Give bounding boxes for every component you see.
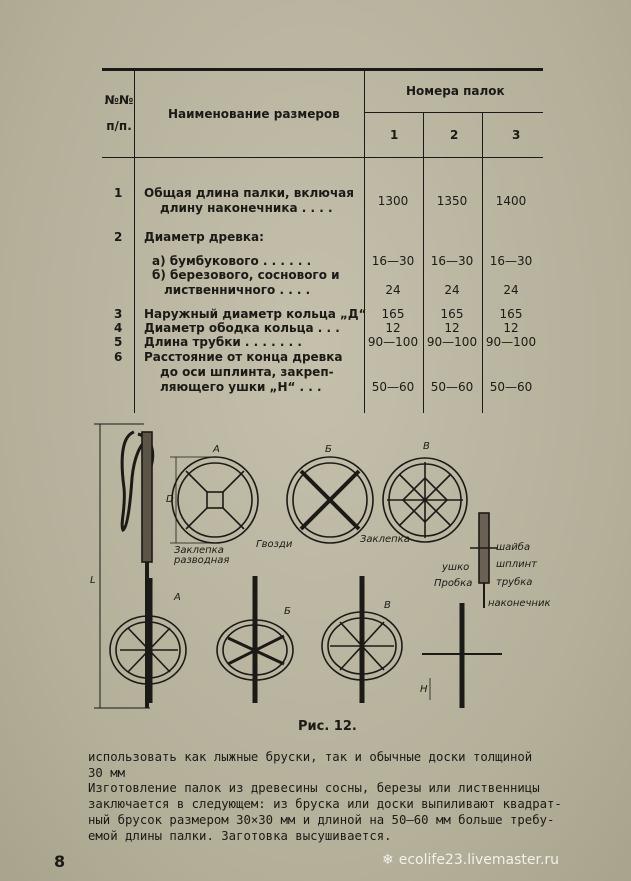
row-number: 2 (114, 230, 123, 244)
table-cell-value: 12 (444, 321, 460, 335)
body-text-line: заключается в следующем: из бруска или доски выпиливают квадрат- (88, 797, 562, 811)
label-b-bottom: Б (284, 606, 291, 617)
snowflake-icon: ❄ (382, 852, 394, 868)
row-number: 3 (114, 307, 123, 321)
label-nails: Гвозди (256, 539, 293, 550)
row-number: 5 (114, 335, 123, 349)
ski-pole-figure (90, 418, 570, 718)
table-group-rule (364, 112, 543, 113)
table-cell-value: 90—100 (485, 335, 537, 349)
pole-cross-section-drawing (422, 603, 502, 708)
watermark (382, 852, 559, 868)
body-text-line: использовать как лыжные бруски, так и обычные доски толщиной (88, 750, 533, 764)
row-label-line: Длина трубки . . . . . . . (144, 335, 302, 349)
row-label-line: до оси шплинта, закреп- (160, 365, 334, 379)
body-text-line: 30 мм (88, 766, 126, 780)
table-cell-value: 1400 (495, 194, 527, 208)
col-group-header: Номера палок (406, 84, 505, 98)
label-a-bottom: А (174, 592, 181, 603)
label-plug: Пробка (434, 578, 473, 589)
row-label-line: Диаметр ободка кольца . . . (144, 321, 340, 335)
table-top-rule (102, 68, 543, 71)
table-header-rule (102, 157, 543, 158)
label-d: D (166, 494, 174, 505)
col-num-header-line: №№ (104, 93, 134, 107)
table-cell-value: 90—100 (367, 335, 419, 349)
row-number: 6 (114, 350, 123, 364)
label-v-top: В (423, 441, 430, 452)
label-tube: трубка (496, 577, 533, 588)
table-cell-value: 1300 (377, 194, 409, 208)
row-label-line: б) березового, соснового и (152, 268, 340, 282)
label-l: L (90, 575, 96, 586)
table-cell-value: 16—30 (489, 254, 533, 268)
table-cell-value: 50—60 (371, 380, 415, 394)
table-cell-value: 16—30 (371, 254, 415, 268)
row-label-line: Наружный диаметр кольца „Д“ (144, 307, 367, 321)
label-a-top: А (213, 444, 220, 455)
table-cell-value: 165 (381, 307, 405, 321)
table-cell-value: 90—100 (426, 335, 478, 349)
table-cell-value: 50—60 (430, 380, 474, 394)
ring-b-top (287, 457, 373, 543)
row-label-line: Диаметр древка: (144, 230, 264, 244)
col-id-3: 3 (512, 128, 521, 142)
table-cell-value: 24 (503, 283, 519, 297)
row-number: 4 (114, 321, 123, 335)
table-cell-value: 165 (499, 307, 523, 321)
row-label-line: лиственничного . . . . (164, 283, 311, 297)
row-label-line: Общая длина палки, включая (144, 186, 354, 200)
label-rivet: Заклепка (174, 545, 224, 556)
table-cell-value: 50—60 (489, 380, 533, 394)
col-num-header-line: п/п. (106, 119, 132, 133)
row-label-line: а) бумбукового . . . . . . (152, 254, 312, 268)
label-ear: ушко (442, 562, 470, 573)
label-b-top: Б (325, 444, 332, 455)
row-label-line: длину наконечника . . . . (160, 201, 333, 215)
label-tip: наконечник (488, 598, 551, 609)
col-id-1: 1 (390, 128, 399, 142)
table-cell-value: 16—30 (430, 254, 474, 268)
row-label-line: Расстояние от конца древка (144, 350, 343, 364)
label-washer: шайба (496, 542, 531, 553)
table-col-divider (134, 70, 135, 413)
table-cell-value: 12 (385, 321, 401, 335)
table-cell-value: 1350 (436, 194, 468, 208)
pole-tip-detail-drawing (470, 513, 498, 608)
figure-caption: Рис. 12. (298, 719, 357, 734)
ring-v-top (383, 458, 467, 542)
label-rivet-2: разводная (174, 555, 230, 566)
row-number: 1 (114, 186, 123, 200)
label-rivet-3: Заклепка (360, 534, 410, 545)
table-cell-value: 24 (444, 283, 460, 297)
label-pin: шплинт (496, 559, 537, 570)
col-name-header: Наименование размеров (168, 107, 340, 121)
pole-ring-v-bottom (322, 576, 402, 703)
pole-ring-b-bottom (217, 576, 293, 703)
body-text-line: Изготовление палок из древесины сосны, березы или лиственницы (88, 781, 540, 795)
body-text-line: емой длины палки. Заготовка высушивается. (88, 829, 392, 843)
table-cell-value: 24 (385, 283, 401, 297)
table-cell-value: 165 (440, 307, 464, 321)
col-id-2: 2 (450, 128, 459, 142)
table-col-divider (364, 70, 365, 413)
ring-a-top (170, 457, 258, 543)
col-num-header (104, 93, 134, 133)
label-h: Н (420, 684, 428, 695)
body-text-line: ный брусок размером 30×30 мм и длиной на 50—60 мм больше требу- (88, 813, 555, 827)
label-v-bottom: В (384, 600, 391, 611)
watermark-text: ecolife23.livemaster.ru (398, 852, 560, 868)
page-number: 8 (54, 852, 66, 871)
pole-with-strap-drawing (94, 424, 153, 708)
table-cell-value: 12 (503, 321, 519, 335)
row-label-line: ляющего ушки „Н“ . . . (160, 380, 322, 394)
